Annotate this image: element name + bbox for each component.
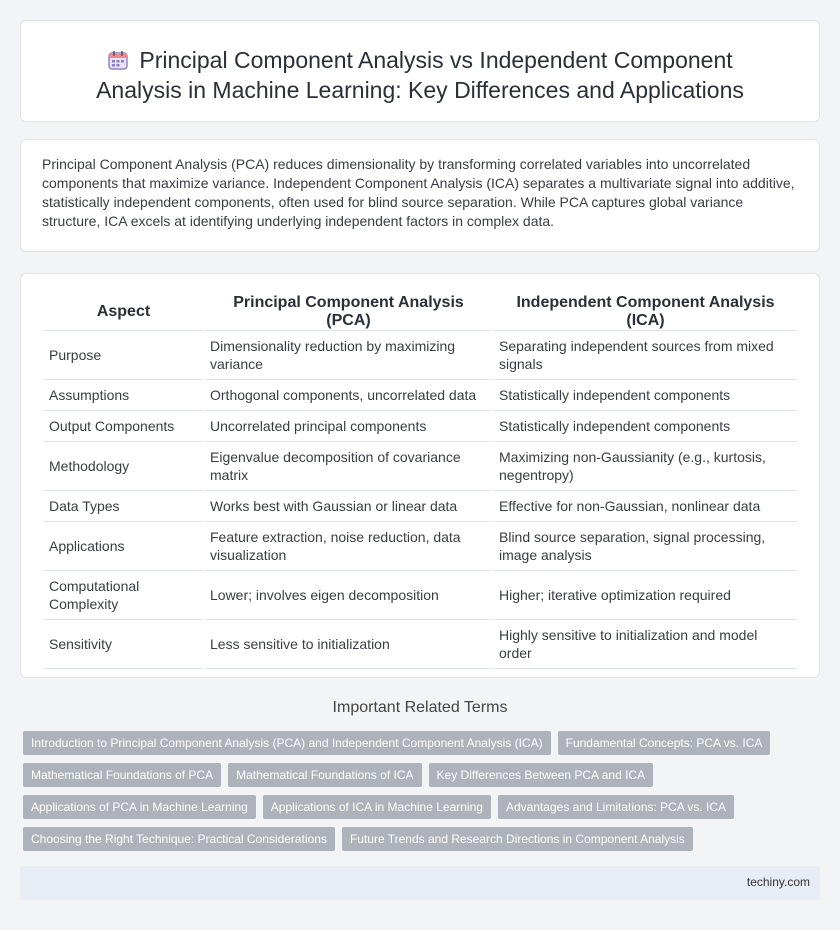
related-terms-title: Important Related Terms (332, 699, 508, 716)
ica-cell: Effective for non-Gaussian, nonlinear data (494, 491, 797, 522)
aspect-cell: Purpose (44, 331, 203, 380)
comparison-card (20, 273, 820, 678)
ica-cell: Statistically independent components (494, 380, 797, 411)
aspect-cell: Computational Complexity (44, 571, 203, 620)
table-row (44, 442, 797, 491)
page-title-text: Principal Component Analysis vs Independent Component Analysis in Machine Learning: Key Differences and Applications (96, 47, 744, 103)
related-tag[interactable]: Key Differences Between PCA and ICA (429, 763, 654, 787)
related-tag[interactable]: Introduction to Principal Component Analysis (PCA) and Independent Component Analysis (ICA) (23, 731, 551, 755)
aspect-cell: Output Components (44, 411, 203, 442)
related-tag[interactable]: Mathematical Foundations of ICA (228, 763, 421, 787)
footer-site[interactable]: techiny.com (746, 875, 810, 889)
related-tag[interactable]: Advantages and Limitations: PCA vs. ICA (498, 795, 734, 819)
aspect-cell: Methodology (44, 442, 203, 491)
ica-cell: Higher; iterative optimization required (494, 571, 797, 620)
pca-cell: Lower; involves eigen decomposition (205, 571, 492, 620)
comparison-table (42, 294, 799, 669)
related-tag[interactable]: Future Trends and Research Directions in Component Analysis (342, 827, 693, 851)
pca-cell: Works best with Gaussian or linear data (205, 491, 492, 522)
ica-cell: Statistically independent components (494, 411, 797, 442)
footer (20, 866, 820, 900)
pca-cell: Eigenvalue decomposition of covariance matrix (205, 442, 492, 491)
title-card (20, 20, 820, 122)
related-tag[interactable]: Mathematical Foundations of PCA (23, 763, 221, 787)
aspect-cell: Assumptions (44, 380, 203, 411)
ica-cell: Separating independent sources from mixed signals (494, 331, 797, 380)
pca-cell: Less sensitive to initialization (205, 620, 492, 669)
aspect-cell: Applications (44, 522, 203, 571)
table-row (44, 491, 797, 522)
table-row (44, 331, 797, 380)
ica-cell: Maximizing non-Gaussianity (e.g., kurtosis, negentropy) (494, 442, 797, 491)
calendar-icon (107, 49, 129, 71)
intro-card (20, 139, 820, 252)
aspect-cell: Sensitivity (44, 620, 203, 669)
related-tags (23, 731, 823, 859)
table-row (44, 620, 797, 669)
related-tag[interactable]: Choosing the Right Technique: Practical Considerations (23, 827, 335, 851)
header-aspect: Aspect (44, 294, 203, 331)
pca-cell: Uncorrelated principal components (205, 411, 492, 442)
page-title (71, 45, 769, 105)
table-row (44, 522, 797, 571)
ica-cell: Highly sensitive to initialization and model order (494, 620, 797, 669)
related-tag[interactable]: Fundamental Concepts: PCA vs. ICA (558, 731, 771, 755)
related-tag[interactable]: Applications of ICA in Machine Learning (263, 795, 491, 819)
pca-cell: Feature extraction, noise reduction, data visualization (205, 522, 492, 571)
aspect-cell: Data Types (44, 491, 203, 522)
table-row (44, 571, 797, 620)
table-row (44, 380, 797, 411)
intro-paragraph: Principal Component Analysis (PCA) reduces dimensionality by transforming correlated variables into uncorrelated components that maximize variance. Independent Component Analysis (ICA) separates a multivariate signal into additive, statistically independent components, often used for blind source separation. While PCA captures global variance structure, ICA excels at identifying underlying independent factors in complex data. (42, 156, 795, 229)
pca-cell: Dimensionality reduction by maximizing variance (205, 331, 492, 380)
table-header-row (44, 294, 797, 331)
ica-cell: Blind source separation, signal processing, image analysis (494, 522, 797, 571)
related-tag[interactable]: Applications of PCA in Machine Learning (23, 795, 256, 819)
header-ica: Independent Component Analysis (ICA) (494, 294, 797, 331)
header-pca: Principal Component Analysis (PCA) (205, 294, 492, 331)
table-row (44, 411, 797, 442)
pca-cell: Orthogonal components, uncorrelated data (205, 380, 492, 411)
